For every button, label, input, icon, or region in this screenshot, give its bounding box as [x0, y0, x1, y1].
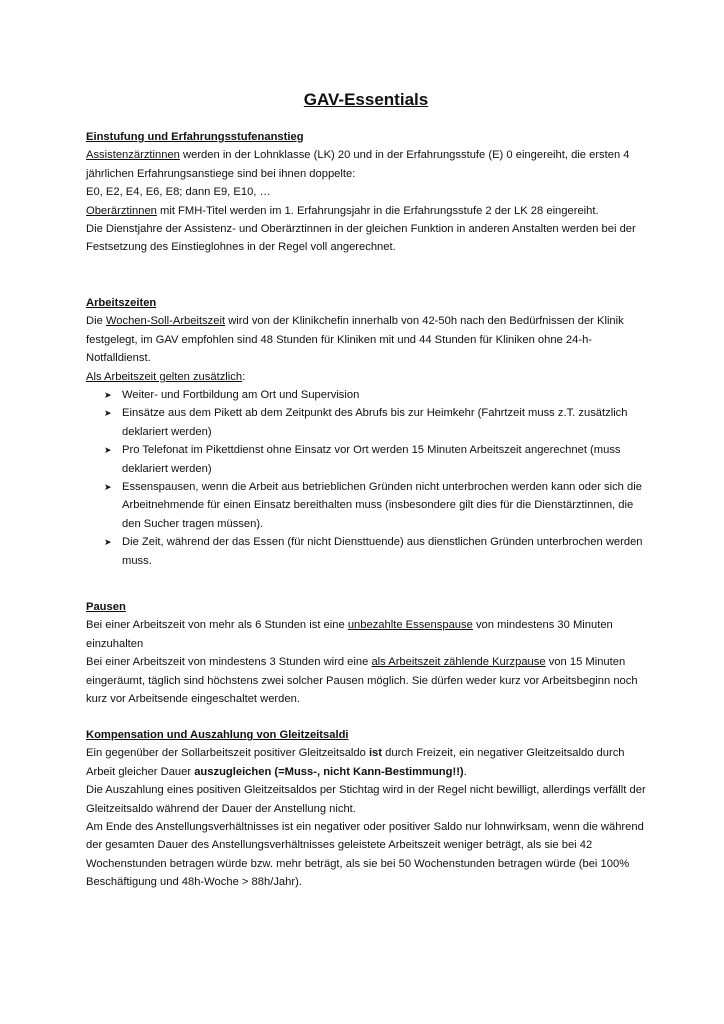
paragraph: Bei einer Arbeitszeit von mehr als 6 Stunden ist eine unbezahlte Essenspause von mindestens 30 Minuten einzuhalten [86, 619, 613, 650]
term-assistenzaerztinnen: Assistenzärztinnen [86, 149, 180, 162]
arrow-bullet-icon: ➤ [104, 482, 112, 493]
paragraph: Die Wochen-Soll-Arbeitszeit wird von der Klinikchefin innerhalb von 42-50h nach den Bedürfnissen der Klinik festgelegt, im GAV empfohlen sind 48 Stunden für Kliniken mit und 44 Stunden für Kliniken ohne 24-h-Notfalldienst. [86, 315, 624, 365]
arrow-bullet-icon: ➤ [104, 408, 112, 419]
term-oberaerztinnen: Oberärztinnen [86, 204, 157, 217]
arrow-bullet-icon: ➤ [104, 390, 112, 401]
term-unbezahlte-essenspause: unbezahlte Essenspause [347, 619, 473, 632]
arrow-bullet-icon: ➤ [104, 537, 112, 548]
term-kurzpause: als Arbeitszeit zählende Kurzpause [371, 656, 546, 669]
section-arbeitszeiten [86, 294, 646, 570]
section-kompensation [86, 726, 646, 892]
paragraph: Oberärztinnen mit FMH-Titel werden im 1. Erfahrungsjahr in die Erfahrungsstufe 2 der LK 28 eingereiht. [86, 204, 599, 217]
paragraph: Am Ende des Anstellungsverhältnisses ist ein negativer oder positiver Saldo nur lohnwirksam, wenn die während der gesamten Dauer des Anstellungsverhältnisses geleistete Arbeitszeit weniger beträgt, als sie bei 42 Wochenstunden betragen würde bzw. mehr beträgt, als sie bei 50 Wochenstunden betragen würde (bei 100% Beschäftigung und 48h-Woche > 88h/Jahr). [86, 821, 644, 889]
list-item: ➤ Weiter- und Fortbildung am Ort und Supervision [86, 386, 646, 404]
paragraph: Bei einer Arbeitszeit von mindestens 3 Stunden wird eine als Arbeitszeit zählende Kurzpause von 15 Minuten eingeräumt, täglich sind höchstens zwei solcher Pausen möglich. Sie dürfen weder kurz vor Arbeitsbeginn noch kurz vor Arbeitsende eingeschaltet werden. [86, 656, 638, 706]
arrow-bullet-icon: ➤ [104, 445, 112, 456]
list-item: ➤ Pro Telefonat im Pikettdienst ohne Einsatz vor Ort werden 15 Minuten Arbeitszeit angerechnet (muss deklariert werden) [86, 441, 646, 478]
paragraph: E0, E2, E4, E6, E8; dann E9, E10, … [86, 186, 271, 199]
paragraph: Assistenzärztinnen werden in der Lohnklasse (LK) 20 und in der Erfahrungsstufe (E) 0 eingereiht, die ersten 4 jährlichen Erfahrungsanstiege sind bei ihnen doppelte: [86, 149, 630, 180]
term-wochen-soll-arbeitszeit: Wochen-Soll-Arbeitszeit [105, 315, 226, 328]
list-item: ➤ Essenspausen, wenn die Arbeit aus betrieblichen Gründen nicht unterbrochen werden kann oder sich die Arbeitnehmende für einen Einsatz bereithalten muss (insbesondere gilt dies für die Dienstärztinnen, die den Sucher tragen müssen). [86, 478, 646, 533]
section-pausen [86, 598, 646, 708]
section-einstufung [86, 128, 646, 257]
paragraph: Als Arbeitszeit gelten zusätzlich: [86, 370, 246, 383]
section-heading: Kompensation und Auszahlung von Gleitzeitsaldi [86, 729, 349, 741]
section-heading: Einstufung und Erfahrungsstufenanstieg [86, 131, 304, 143]
paragraph: Die Dienstjahre der Assistenz- und Oberärztinnen in der gleichen Funktion in anderen Anstalten werden bei der Festsetzung des Einstieglohnes in der Regel voll angerechnet. [86, 223, 636, 254]
list-item: ➤ Die Zeit, während der das Essen (für nicht Diensttuende) aus dienstlichen Gründen unterbrochen werden muss. [86, 533, 646, 570]
section-heading: Pausen [86, 601, 126, 613]
bullet-list [86, 386, 646, 570]
section-heading: Arbeitszeiten [86, 297, 157, 309]
page-title: GAV-Essentials [303, 90, 429, 109]
list-item: ➤ Einsätze aus dem Pikett ab dem Zeitpunkt des Abrufs bis zur Heimkehr (Fahrtzeit muss z.T. zusätzlich deklariert werden) [86, 404, 646, 441]
paragraph: Ein gegenüber der Sollarbeitszeit positiver Gleitzeitsaldo ist durch Freizeit, ein negativer Gleitzeitsaldo durch Arbeit gleicher Dauer auszugleichen (=Muss-, nicht Kann-Bestimmung!!). [86, 747, 625, 778]
paragraph: Die Auszahlung eines positiven Gleitzeitsaldos per Stichtag wird in der Regel nicht bewilligt, allerdings verfällt der Gleitzeitsaldo während der Dauer der Anstellung nicht. [86, 784, 646, 815]
